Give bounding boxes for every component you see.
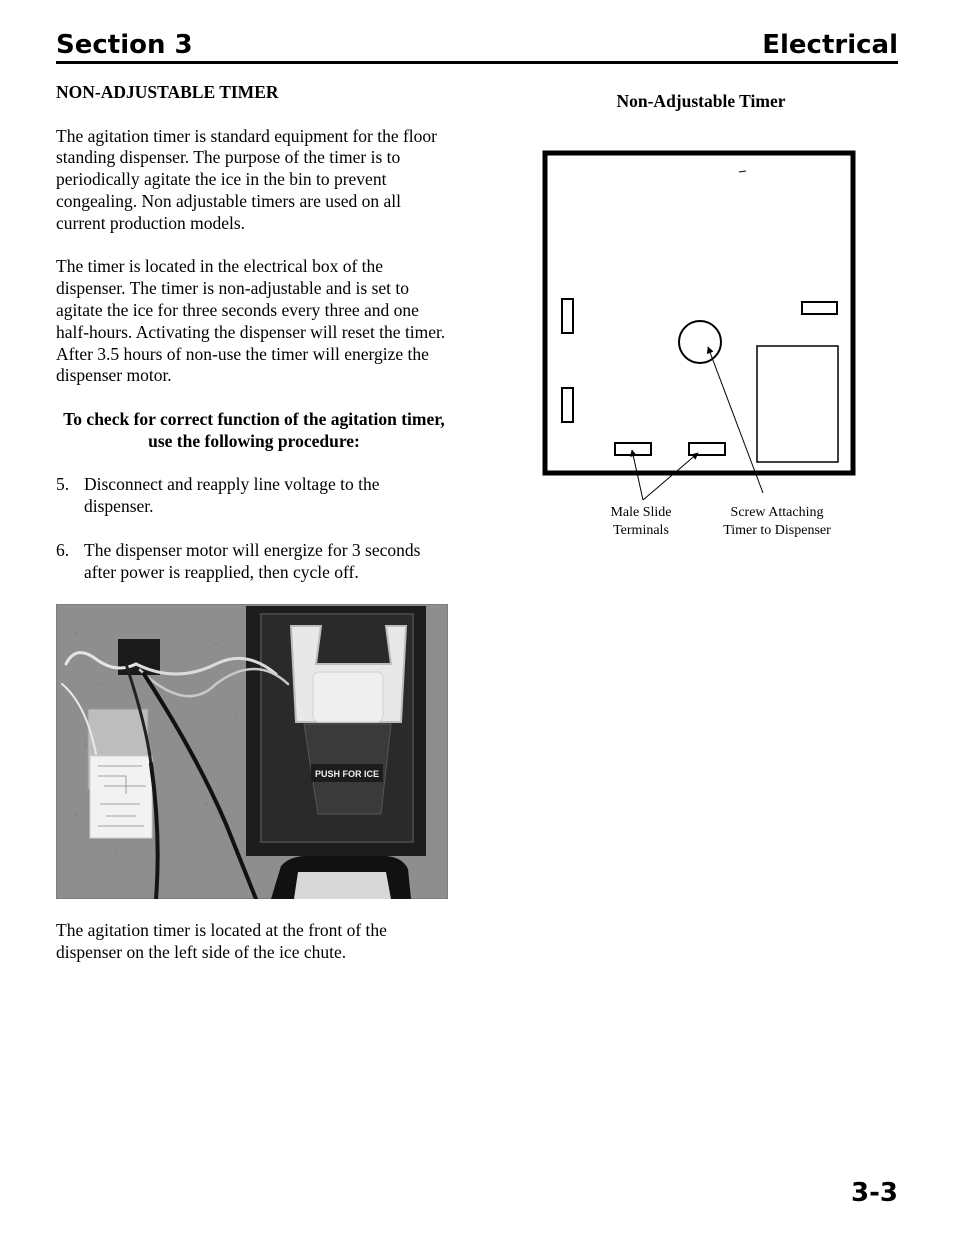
mounting-screw (679, 321, 721, 363)
step-text: Disconnect and reapply line voltage to the dispenser. (84, 474, 380, 517)
label-screw-line1: Screw Attaching (730, 505, 824, 520)
step-number: 5. (56, 474, 70, 495)
header-rule (56, 61, 898, 64)
male-slide-terminal (689, 443, 725, 455)
text-column (56, 82, 452, 583)
label-terminals-line1: Male Slide (610, 505, 672, 520)
dispenser-photo (56, 604, 448, 899)
intro-paragraph: The agitation timer is standard equipment for the floor standing dispenser. The purpose of the timer is to periodically agitate the ice in the bin to prevent congealing. Non adjustable timers are used on all current production models. (56, 125, 438, 233)
section-label: Section 3 (56, 30, 193, 60)
procedure-step (56, 474, 452, 518)
procedure-step (56, 540, 452, 584)
chute-label: PUSH FOR ICE (314, 769, 380, 779)
terminal-slot (562, 299, 573, 333)
timer-diagram (540, 148, 860, 548)
terminal-slot (802, 302, 837, 314)
label-screw-line2: Timer to Dispenser (723, 523, 831, 538)
procedure-heading: To check for correct function of the agitation timer, use the following procedure: (63, 408, 445, 451)
relay-block (757, 346, 838, 462)
page-number: 3-3 (851, 1178, 898, 1208)
photo-caption: The agitation timer is located at the front of the dispenser on the left side of the ice chute. (56, 920, 387, 962)
section-heading: NON-ADJUSTABLE TIMER (56, 82, 279, 102)
diagram-title: Non-Adjustable Timer (616, 91, 786, 111)
section-title: Electrical (762, 30, 898, 60)
step-text: The dispenser motor will energize for 3 seconds after power is reapplied, then cycle off. (84, 539, 421, 582)
location-paragraph: The timer is located in the electrical box of the dispenser. The timer is non-adjustable and is set to agitate the ice for three seconds every three and one half-hours. Activating the dispenser will reset the timer. After 3.5 hours of non-use the timer will energize the dispenser motor. (56, 256, 446, 386)
label-terminals-line2: Terminals (613, 523, 669, 538)
step-number: 6. (56, 539, 70, 560)
terminal-slot (562, 388, 573, 422)
